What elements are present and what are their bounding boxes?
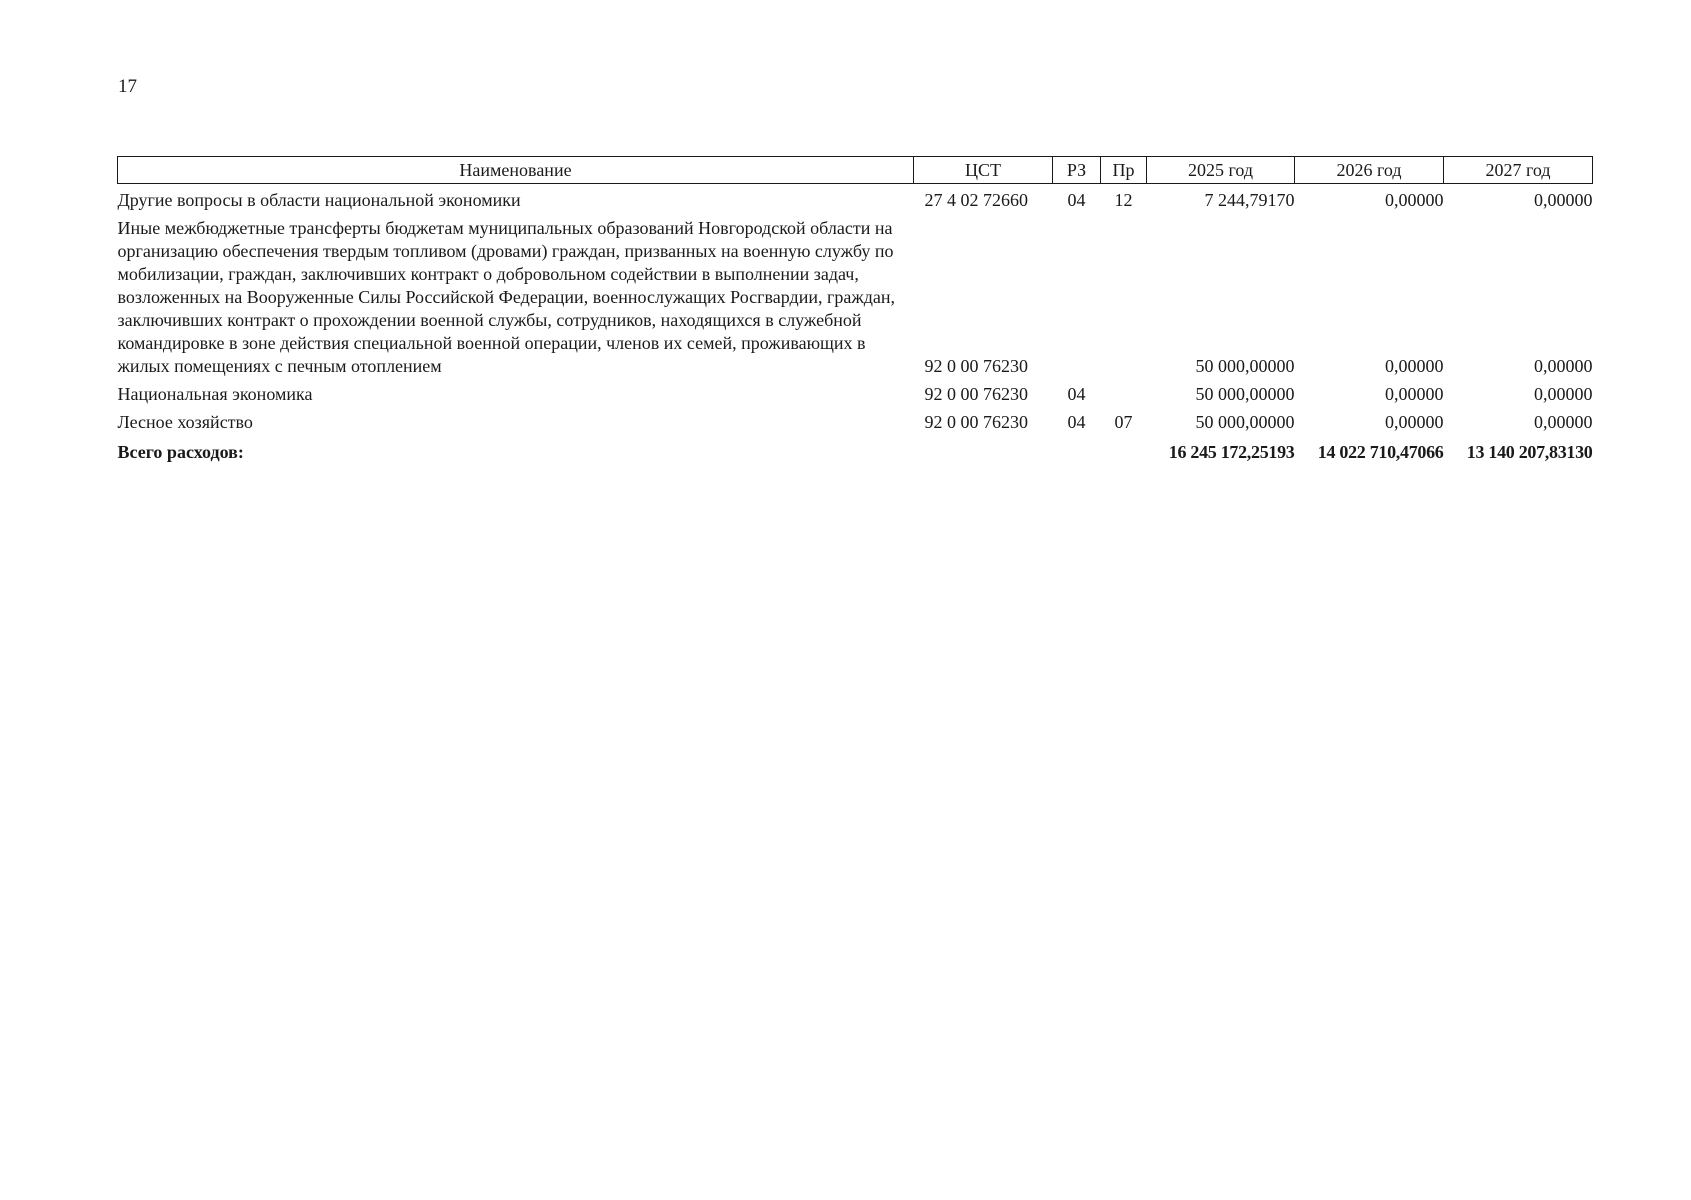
row-cst: 27 4 02 72660: [924, 190, 1028, 210]
header-2026: 2026 год: [1295, 157, 1444, 184]
row-rz: 04: [1067, 412, 1086, 432]
row-pr: [1101, 215, 1147, 381]
table-header-row: [118, 157, 1593, 184]
row-cst: 92 0 00 76230: [924, 384, 1028, 404]
row-rz: [1053, 215, 1101, 381]
row-pr: [1101, 381, 1147, 409]
total-pr-empty: [1101, 437, 1147, 467]
row-2025: 7 244,79170: [1204, 190, 1295, 210]
table-row: [118, 381, 1593, 409]
header-name: Наименование: [118, 157, 914, 184]
table-row: [118, 409, 1593, 437]
row-2026: 0,00000: [1385, 412, 1444, 432]
total-2025: 16 245 172,25193: [1168, 442, 1295, 462]
row-name: Другие вопросы в области национальной экономики: [117, 190, 521, 210]
total-row: [118, 437, 1593, 467]
row-2027: 0,00000: [1534, 384, 1593, 404]
row-2025: 50 000,00000: [1195, 356, 1295, 376]
header-2027: 2027 год: [1444, 157, 1593, 184]
header-cst: ЦСТ: [914, 157, 1053, 184]
expenditure-table: [117, 156, 1593, 467]
header-rz: РЗ: [1053, 157, 1101, 184]
row-2027: 0,00000: [1534, 412, 1593, 432]
total-cst-empty: [914, 437, 1053, 467]
table-row: [118, 215, 1593, 381]
total-label: Всего расходов:: [117, 442, 244, 462]
total-rz-empty: [1053, 437, 1101, 467]
row-pr: 07: [1114, 412, 1133, 432]
row-2027: 0,00000: [1534, 190, 1593, 210]
row-2027: 0,00000: [1534, 356, 1593, 376]
total-2026: 14 022 710,47066: [1317, 442, 1444, 462]
header-pr: Пр: [1101, 157, 1147, 184]
row-rz: 04: [1067, 384, 1086, 404]
row-cst: 92 0 00 76230: [924, 412, 1028, 432]
row-rz: 04: [1067, 190, 1086, 210]
row-name: Иные межбюджетные трансферты бюджетам муниципальных образований Новгородской области на организацию обеспечения твердым топливом (дровами) граждан, призванных на военную службу по мобилизации, граждан, заключивших контракт о добровольном содействии в выполнении задач, возложенных на Вооруженные Силы Российской Федерации, военнослужащих Росгвардии, граждан, заключивших контракт о прохождении военной службы, сотрудников, находящихся в служебной командировке в зоне действия специальной военной операции, членов их семей, проживающих в жилых помещениях с печным отоплением: [117, 218, 896, 376]
row-2025: 50 000,00000: [1195, 412, 1295, 432]
table-row: [118, 184, 1593, 216]
row-2026: 0,00000: [1385, 384, 1444, 404]
header-2025: 2025 год: [1147, 157, 1295, 184]
row-pr: 12: [1114, 190, 1133, 210]
row-cst: 92 0 00 76230: [924, 356, 1028, 376]
row-name: Лесное хозяйство: [117, 412, 253, 432]
page-number: 17: [118, 76, 137, 97]
row-2026: 0,00000: [1385, 190, 1444, 210]
row-2025: 50 000,00000: [1195, 384, 1295, 404]
total-2027: 13 140 207,83130: [1466, 442, 1593, 462]
row-2026: 0,00000: [1385, 356, 1444, 376]
row-name: Национальная экономика: [117, 384, 313, 404]
